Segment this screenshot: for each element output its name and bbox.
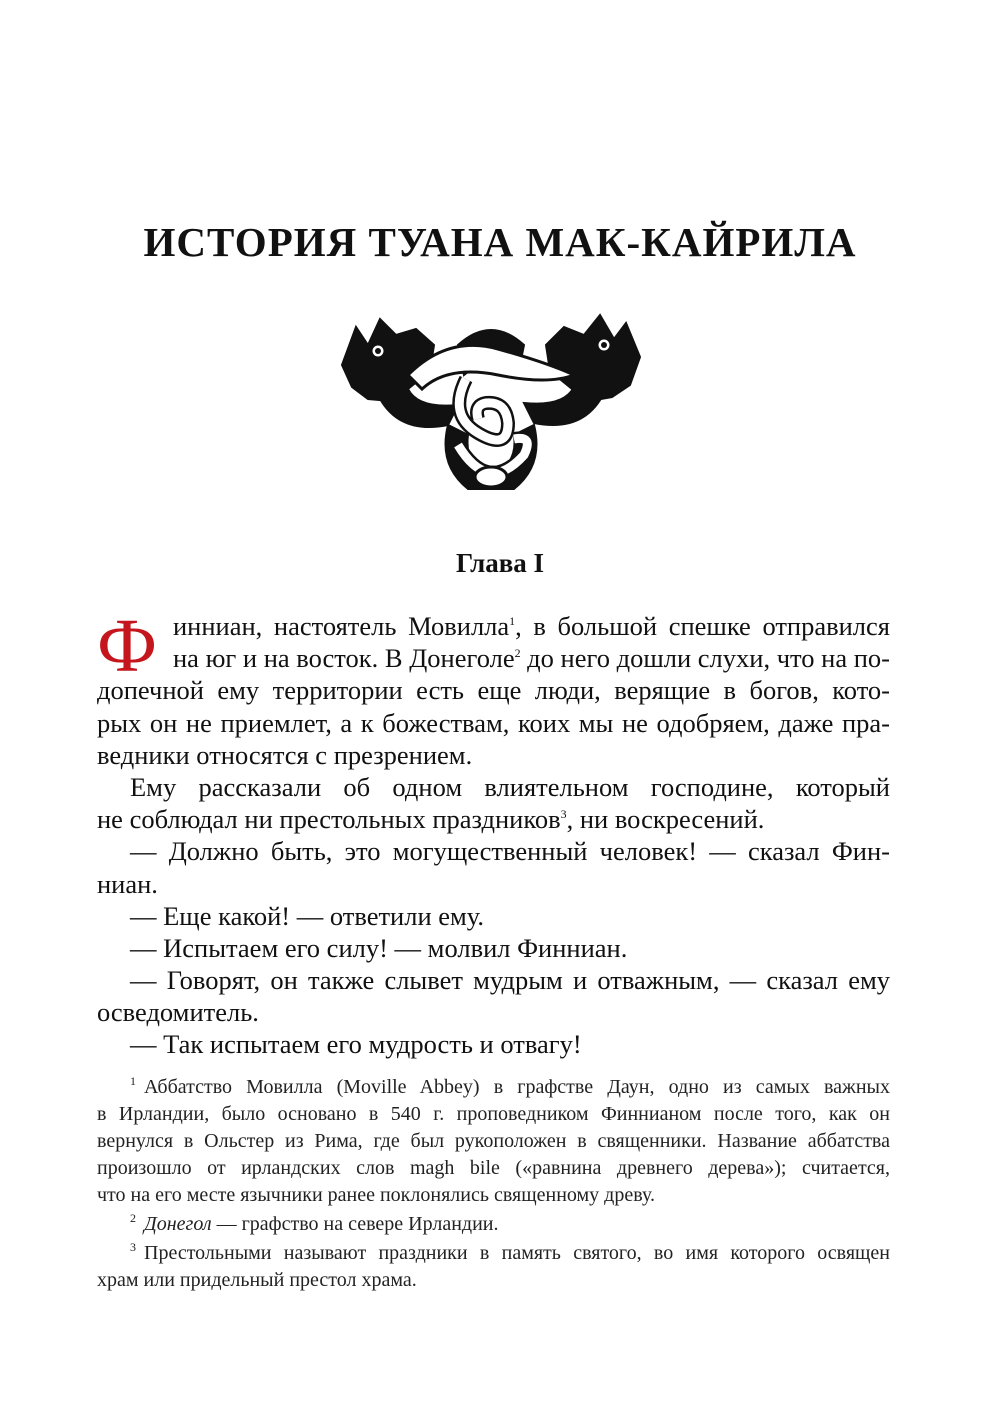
footnote-line: в Ирландии, было основано в 540 г. проповедником Финнианом после того, как он bbox=[97, 1103, 890, 1125]
main-text bbox=[97, 604, 890, 1061]
dialogue-line: — Говорят, он также слывет мудрым и отважным, — сказал ему bbox=[130, 965, 890, 996]
footnote-1: $^1$ Аббатство Мовилла (Moville Abbey) в графстве Даун, одно из самых важных bbox=[130, 1074, 890, 1098]
dialogue-line: осведомитель. bbox=[97, 997, 259, 1028]
footnote-3: $^3$ Престольными называют праздники в память святого, во имя которого освящен bbox=[130, 1240, 890, 1264]
celtic-knot-ornament-icon bbox=[338, 305, 644, 495]
text-line: на юг и на восток. В Донеголе$^2$ до него дошли слухи, что на по- bbox=[173, 643, 890, 674]
text-line: Ему рассказали об одном влиятельном господине, который bbox=[130, 771, 890, 802]
drop-cap: Ф bbox=[97, 604, 158, 688]
text-line: рых он не приемлет, а к божествам, коих мы не одобряем, даже пра- bbox=[97, 707, 890, 738]
footnotes bbox=[97, 1074, 890, 1294]
footnote-ref: 3 bbox=[560, 807, 567, 822]
footnote-ref: 2 bbox=[514, 646, 521, 661]
footnote-line: храм или придельный престол храма. bbox=[97, 1269, 417, 1291]
dialogue-line: — Так испытаем его мудрость и отвагу! bbox=[130, 1029, 582, 1060]
footnote-2: $^2$ Донегол — графство на севере Ирландии. bbox=[130, 1211, 499, 1235]
footnote-line: что на его месте язычники ранее поклонялись священному древу. bbox=[97, 1184, 655, 1206]
dialogue-line: ниан. bbox=[97, 868, 158, 899]
text-line: ведники относятся с презрением. bbox=[97, 739, 473, 770]
footnote-ref: 1 bbox=[509, 614, 516, 629]
page-title: ИСТОРИЯ ТУАНА МАК-КАЙРИЛА bbox=[143, 219, 857, 265]
footnote-line: произошло от ирландских слов magh bile («равнина древнего дерева»); считается, bbox=[97, 1157, 890, 1179]
text-line: допечной ему территории есть еще люди, верящие в богов, кото- bbox=[97, 675, 890, 706]
text-line: Ф инниан, настоятель Мовилла$^1$, в большой спешке отправился bbox=[97, 604, 890, 688]
dialogue-line: — Испытаем его силу! — молвил Финниан. bbox=[130, 932, 628, 963]
chapter-heading: Глава I bbox=[455, 548, 545, 578]
footnote-line: вернулся в Ольстер из Рима, где был рукоположен в священники. Название аббатства bbox=[97, 1130, 890, 1152]
dialogue-line: — Еще какой! — ответили ему. bbox=[130, 900, 485, 931]
text-line: не соблюдал ни престольных праздников$^3$, ни воскресений. bbox=[97, 804, 765, 835]
dialogue-line: — Должно быть, это могущественный человек! — сказал Фин- bbox=[130, 836, 890, 867]
